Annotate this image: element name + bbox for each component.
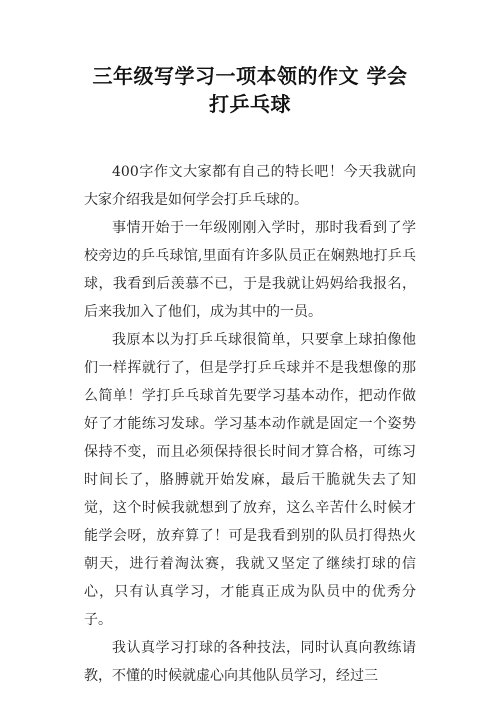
paragraph-3: 我原本以为打乒乓球很简单，只要拿上球拍像他们一样挥就行了，但是学打乒乓球并不是我想像的那么简单！学打乒乓球首先要学习基本动作，把动作做好了才能练习发球。学习基本动作就是固定一个姿势保持不变，而且必须保持很长时间才算合格，可练习时间长了，胳膊就开始发麻，最后干脆就失去了知觉，这个时候我就想到了放弃，这么辛苦什么时候才能学会呀，放弃算了！可是我看到别的队员打得热火朝天，进行着淘汰赛，我就又坚定了继续打球的信心，只有认真学习，才能真正成为队员中的优秀分子。 [84,332,416,628]
paragraph-2: 事情开始于一年级刚刚入学时，那时我看到了学校旁边的乒乓球馆,里面有许多队员正在娴熟地打乒乓球，我看到后羡慕不已，于是我就让妈妈给我报名，后来我加入了他们，成为其中的一员。 [84,220,416,320]
paragraph-1: 400字作文大家都有自己的特长吧！今天我就向大家介绍我是如何学会打乒乓球的。 [84,164,416,208]
paragraph-4: 我认真学习打球的各种技法，同时认真向教练请教，不懂的时候就虚心向其他队员学习，经过三 [84,640,416,684]
document-body [84,158,416,690]
document-title: 三年级写学习一项本领的作文 学会打乒乓球 [92,64,408,116]
